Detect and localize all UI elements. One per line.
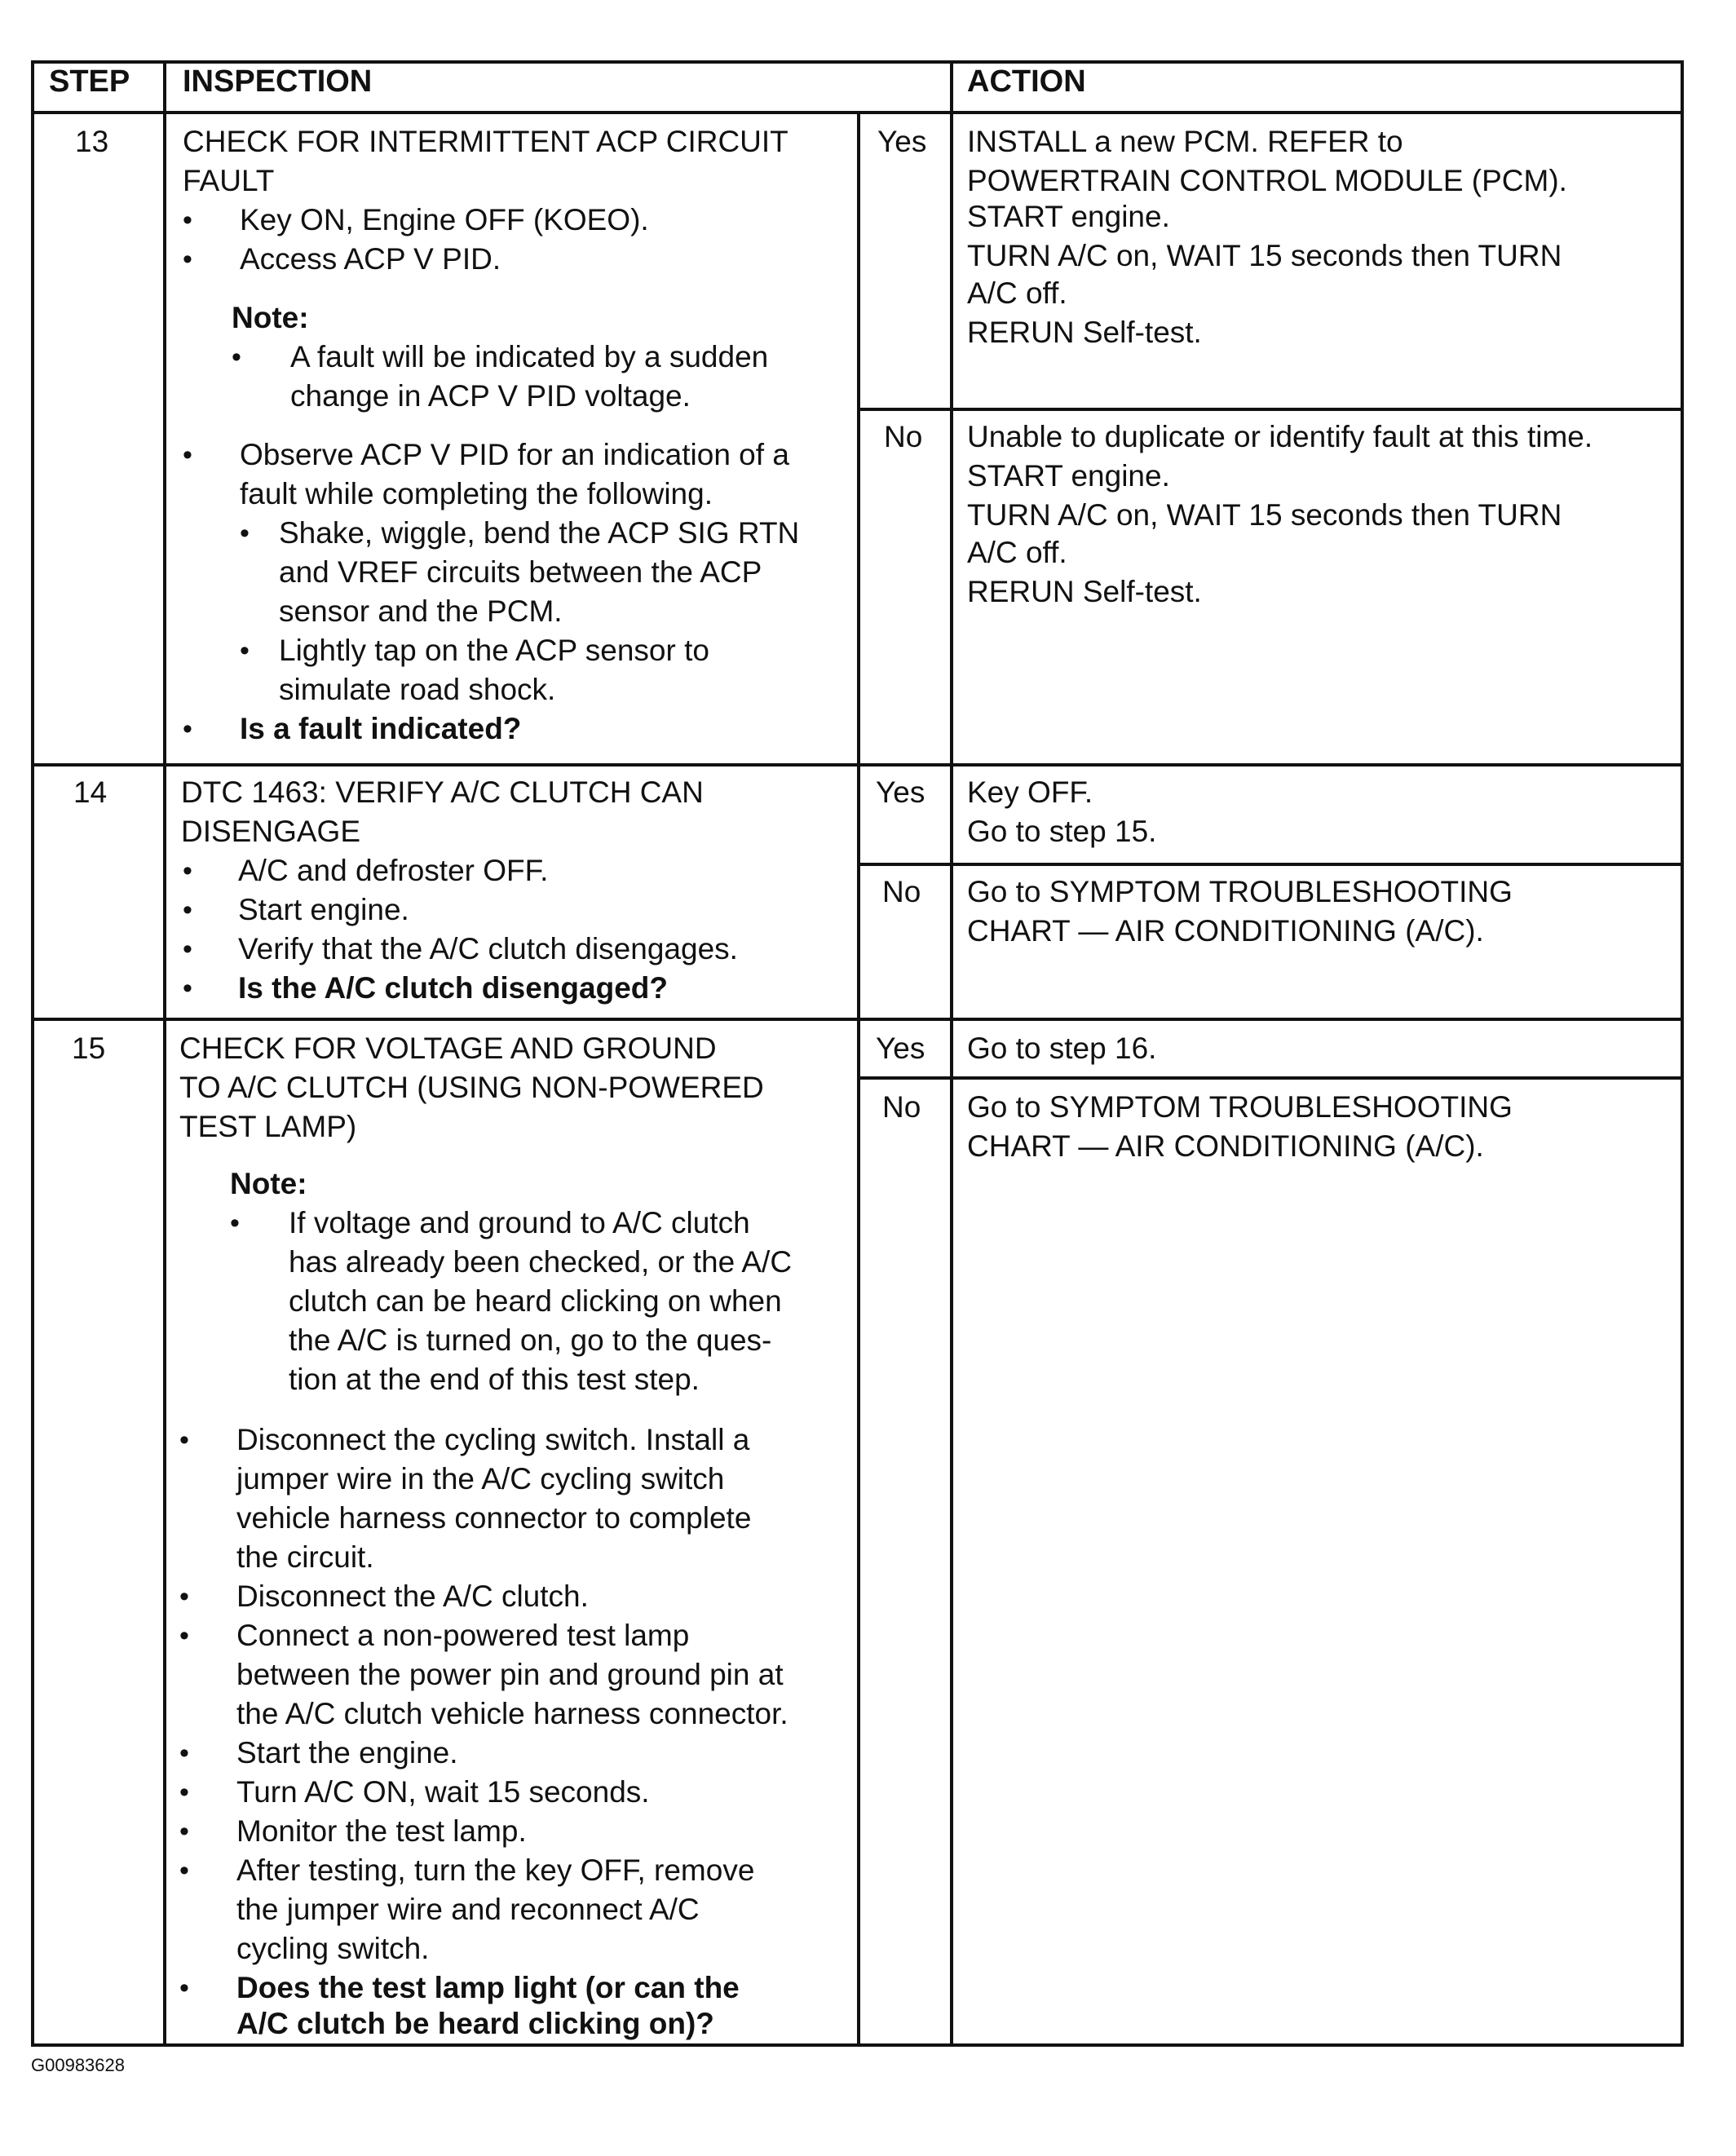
inspection-question: A/C clutch be heard clicking on)? [236,2007,714,2040]
row-divider-13-14 [31,763,1684,767]
no-action: RERUN Self-test. [967,575,1202,608]
yes-label: Yes [876,775,925,809]
no-action: Go to SYMPTOM TROUBLESHOOTING [967,875,1513,908]
bullet-icon: • [183,714,192,744]
bullet-icon: • [179,1738,189,1769]
inspection-title: CHECK FOR VOLTAGE AND GROUND [179,1032,717,1065]
no-action: TURN A/C on, WAIT 15 seconds then TURN [967,498,1562,532]
col-divider-yesno [950,113,953,2047]
step-number: 13 [75,125,109,158]
inspection-bullet: Turn A/C ON, wait 15 seconds. [236,1775,650,1809]
inspection-bullet: Observe ACP V PID for an indication of a [240,438,789,471]
figure-code: G00983628 [31,2055,125,2075]
no-action: A/C off. [967,536,1067,569]
sub-bullet: and VREF circuits between the ACP [279,555,762,589]
no-action: Unable to duplicate or identify fault at this time. [967,420,1593,453]
yes-label: Yes [876,1032,925,1065]
header-step: STEP [49,64,130,99]
inspection-bullet: the jumper wire and reconnect A/C [236,1893,700,1926]
yes-label: Yes [877,125,927,158]
inspection-bullet: fault while completing the following. [240,477,713,510]
bullet-icon: • [230,1208,240,1239]
col-divider-inspection [857,113,860,2047]
step-number: 14 [73,775,108,809]
no-action: CHART — AIR CONDITIONING (A/C). [967,914,1484,948]
bullet-icon: • [183,973,192,1004]
col-divider-step [163,60,166,2047]
bullet-icon: • [183,244,192,275]
note-label: Note: [230,1167,307,1200]
inspection-bullet: A/C and defroster OFF. [238,854,549,887]
inspection-bullet: between the power pin and ground pin at [236,1658,784,1691]
no-action: CHART — AIR CONDITIONING (A/C). [967,1129,1484,1163]
note-line: clutch can be heard clicking on when [289,1284,782,1318]
note-line: A fault will be indicated by a sudden [290,340,769,373]
note-line: the A/C is turned on, go to the ques- [289,1323,772,1357]
bullet-icon: • [183,934,192,965]
inspection-bullet: the circuit. [236,1540,374,1574]
inspection-title: TO A/C CLUTCH (USING NON-POWERED [179,1071,764,1104]
sub-bullet: Lightly tap on the ACP sensor to [279,634,709,667]
inspection-title: CHECK FOR INTERMITTENT ACP CIRCUIT [183,125,788,158]
inspection-bullet: jumper wire in the A/C cycling switch [236,1462,725,1496]
bullet-icon: • [183,855,192,886]
inspection-title: DTC 1463: VERIFY A/C CLUTCH CAN [181,775,704,809]
sub-bullet: sensor and the PCM. [279,594,563,628]
bullet-icon: • [179,1425,189,1456]
step-number: 15 [72,1032,106,1065]
inspection-bullet: Disconnect the cycling switch. Install a [236,1423,750,1456]
yes-action: RERUN Self-test. [967,316,1202,349]
row-divider-15-yes-no [857,1076,1684,1080]
yes-action: Go to step 15. [967,815,1157,848]
bullet-icon: • [183,440,192,471]
inspection-title: FAULT [183,164,275,197]
row-divider-header [31,111,1684,114]
inspection-bullet: Start the engine. [236,1736,458,1769]
inspection-bullet: the A/C clutch vehicle harness connector. [236,1697,788,1730]
inspection-title: TEST LAMP) [179,1110,357,1143]
no-action: Go to SYMPTOM TROUBLESHOOTING [967,1090,1513,1124]
bullet-icon: • [179,1816,189,1847]
yes-action: Key OFF. [967,775,1093,809]
inspection-bullet: cycling switch. [236,1932,430,1965]
sub-bullet: simulate road shock. [279,673,556,706]
inspection-bullet: Access ACP V PID. [240,242,501,276]
bullet-icon: • [179,1855,189,1886]
bullet-icon: • [179,1581,189,1612]
inspection-question: Is a fault indicated? [240,712,522,745]
bullet-icon: • [232,342,241,373]
bullet-icon: • [240,635,250,666]
inspection-bullet: After testing, turn the key OFF, remove [236,1853,755,1887]
col-divider-header [950,60,953,113]
yes-action: Go to step 16. [967,1032,1157,1065]
bullet-icon: • [179,1777,189,1808]
bullet-icon: • [240,518,250,549]
inspection-bullet: Disconnect the A/C clutch. [236,1579,589,1613]
note-line: has already been checked, or the A/C [289,1245,793,1279]
inspection-question: Does the test lamp light (or can the [236,1971,740,2004]
row-divider-14-15 [31,1018,1684,1021]
no-action: START engine. [967,459,1170,493]
row-divider-13-yes-no [857,408,1684,411]
note-line: If voltage and ground to A/C clutch [289,1206,750,1239]
inspection-bullet: vehicle harness connector to complete [236,1501,752,1535]
no-label: No [884,420,923,453]
no-label: No [882,1090,921,1124]
header-inspection: INSPECTION [183,64,373,99]
bullet-icon: • [183,205,192,236]
inspection-bullet: Verify that the A/C clutch disengages. [238,932,738,965]
sub-bullet: Shake, wiggle, bend the ACP SIG RTN [279,516,800,550]
note-label: Note: [232,301,309,334]
row-divider-14-yes-no [857,863,1684,866]
inspection-title: DISENGAGE [181,815,360,848]
yes-action: A/C off. [967,276,1067,310]
inspection-bullet: Key ON, Engine OFF (KOEO). [240,203,649,236]
inspection-bullet: Start engine. [238,893,409,926]
header-action: ACTION [967,64,1086,99]
yes-action: TURN A/C on, WAIT 15 seconds then TURN [967,239,1562,272]
note-line: change in ACP V PID voltage. [290,379,691,413]
no-label: No [882,875,921,908]
note-line: tion at the end of this test step. [289,1363,700,1396]
yes-action: POWERTRAIN CONTROL MODULE (PCM). [967,164,1567,197]
inspection-question: Is the A/C clutch disengaged? [238,971,668,1005]
bullet-icon: • [179,1973,189,2004]
bullet-icon: • [179,1620,189,1651]
inspection-bullet: Monitor the test lamp. [236,1814,527,1848]
inspection-bullet: Connect a non-powered test lamp [236,1619,690,1652]
bullet-icon: • [183,895,192,926]
yes-action: INSTALL a new PCM. REFER to [967,125,1403,158]
yes-action: START engine. [967,200,1170,233]
